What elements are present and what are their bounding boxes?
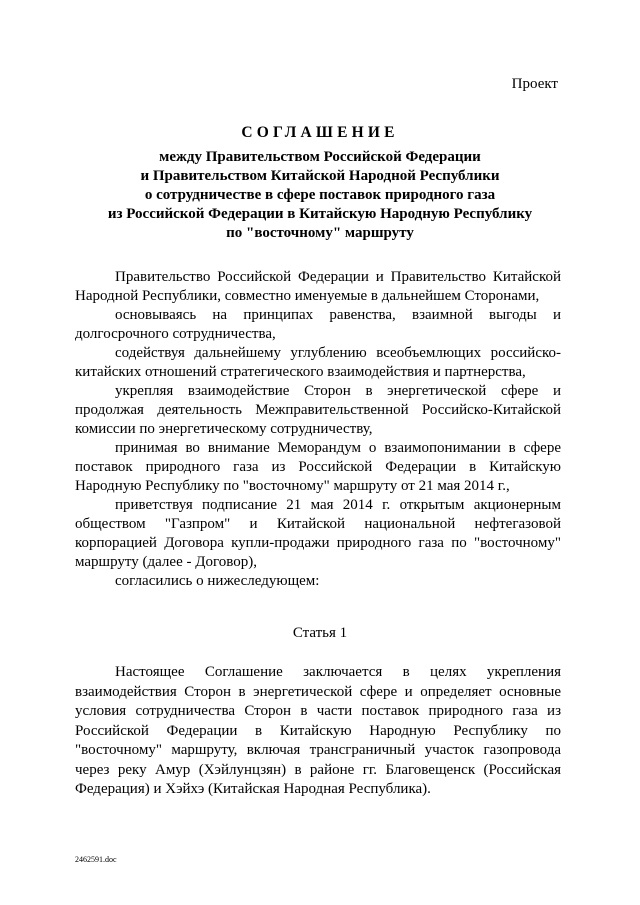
preamble-paragraph: Правительство Российской Федерации и Правительство Китайской Народной Республики, совместно именуемые в дальнейшем Сторонами,: [75, 269, 561, 304]
preamble-paragraph: содействуя дальнейшему углублению всеобъемлющих российско-китайских отношений стратегического взаимодействия и партнерства,: [75, 345, 561, 380]
preamble-paragraph: согласились о нижеследующем:: [115, 573, 320, 589]
subtitle-line: из Российской Федерации в Китайскую Народную Республику: [107, 206, 533, 222]
subtitle-line: и Правительством Китайской Народной Республики: [140, 168, 500, 184]
file-code: 2462591.doc: [75, 855, 117, 864]
article-1-paragraph: Настоящее Соглашение заключается в целях укрепления взаимодействия Сторон в энергетической сфере и определяет основные условия сотрудничества Сторон в части поставок природного газа из Российской Федерации в Китайскую Народную Республику по "восточному" маршруту, включая трансграничный участок газопровода через реку Амур (Хэйлунцзян) в районе гг. Благовещенск (Российская Федерация) и Хэйхэ (Китайская Народная Республика).: [75, 664, 561, 797]
article-1-body: [75, 663, 561, 800]
subtitle-line: по "восточному" маршруту: [226, 225, 414, 241]
document-title: СОГЛАШЕНИЕ: [241, 124, 399, 141]
preamble-paragraph: укрепляя взаимодействие Сторон в энергетической сфере и продолжая деятельность Межправительственной Российско-Китайской комиссии по энергетическому сотрудничеству,: [75, 383, 561, 437]
subtitle-line: о сотрудничестве в сфере поставок природного газа: [144, 187, 496, 203]
subtitle-line: между Правительством Российской Федерации: [159, 149, 481, 165]
document-subtitle: [0, 148, 640, 243]
article-1-heading: Статья 1: [292, 625, 348, 641]
project-label: Проект: [511, 76, 558, 92]
preamble-paragraph: принимая во внимание Меморандум о взаимопонимании в сфере поставок природного газа из Российской Федерации в Китайскую Народную Республику по "восточному" маршруту от 21 мая 2014 г.,: [75, 440, 561, 494]
preamble-paragraph: основываясь на принципах равенства, взаимной выгоды и долгосрочного сотрудничества,: [75, 307, 561, 342]
preamble-paragraph: приветствуя подписание 21 мая 2014 г. открытым акционерным обществом "Газпром" и Китайской национальной нефтегазовой корпорацией Договора купли-продажи природного газа по "восточному" маршруту (далее - Договор),: [75, 497, 561, 570]
preamble: [75, 268, 561, 591]
